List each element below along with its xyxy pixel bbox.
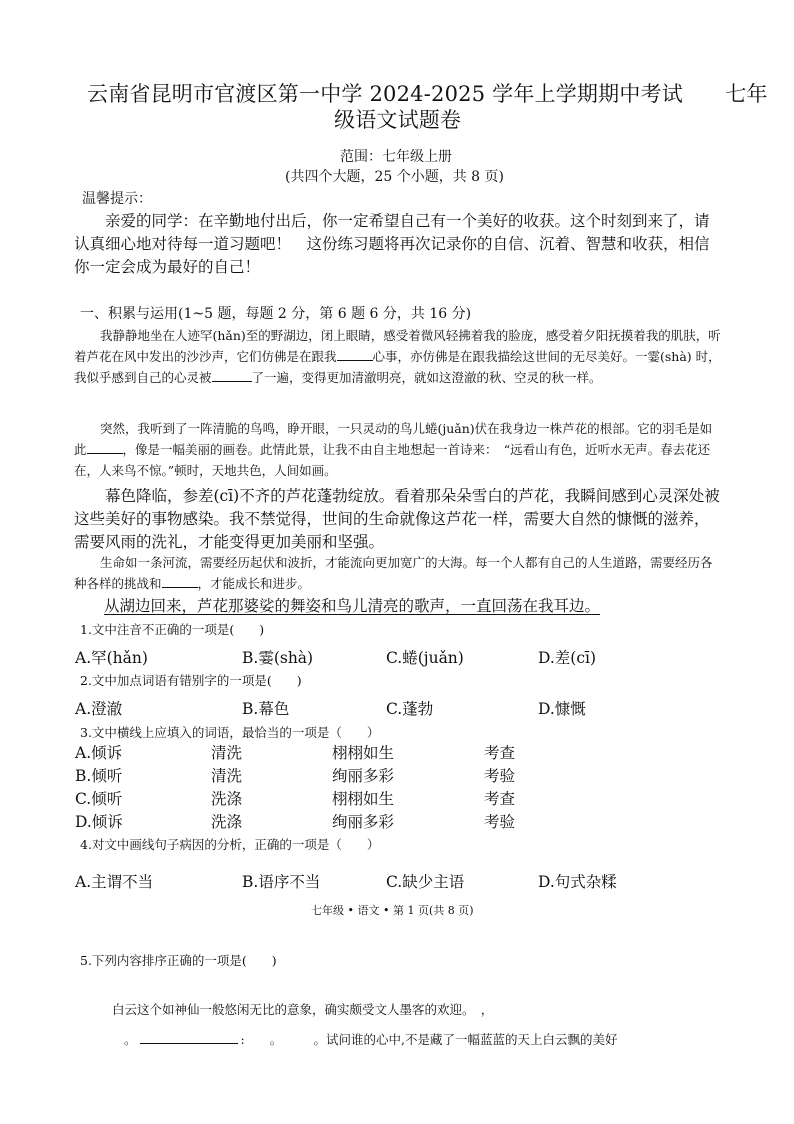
question-5-stem: 5.下列内容排序正确的一项是( ) [80,953,277,968]
q3-option-c-col3: 栩栩如生 [332,790,395,808]
q3-option-d-col2: 洗涤 [211,813,243,831]
q3-option-a-col2: 清洗 [211,744,243,762]
passage-text: 我静静地坐在人迹罕(hǎn)至的野湖边，闭上眼睛，感受着微风轻拂着我的脸庞，感受着夕阳抚摸着我的肌肤，听着芦花在风中发出的沙沙声，它们仿佛是在跟我 [74,328,721,364]
passage-text: 心事，亦仿佛是在跟我描绘这世间的无尽美好。一霎(shà) 时，我似乎感到自己的心灵被 [74,349,721,385]
page-footer: 七年级 • 语文 • 第 1 页(共 8 页) [311,904,474,917]
underlined-sentence: 从湖边回来，芦花那婆娑的舞姿和鸟儿清亮的歌声，一直回荡在我耳边。 [104,597,601,615]
exam-structure: (共四个大题，25 个小题，共 8 页) [285,169,504,185]
question-2-stem: 2.文中加点词语有错别字的一项是( ) [80,673,302,688]
fill-blank [337,347,373,361]
q1-option-c[interactable]: C.蜷(juǎn) [386,649,464,667]
q2-option-d[interactable]: D.慷慨 [538,700,586,718]
passage-paragraph-4 [74,552,724,594]
tips-text: 亲爱的同学：在辛勤地付出后，你一定希望自己有一个美好的收获。这个时刻到来了，请认真细心地对待每一道习题吧！ 这份练习题将再次记录你的自信、沉着、智慧和收获，相信你一定会成为最好的自己！ [74,212,710,276]
q3-option-b-col2: 清洗 [211,767,243,785]
q1-option-d[interactable]: D.差(cī) [538,649,597,667]
q1-option-a[interactable]: A.罕(hǎn) [75,649,148,667]
q3-option-b-col4: 考验 [484,767,516,785]
fill-blank [140,1030,238,1044]
q1-option-b[interactable]: B.霎(shà) [242,649,314,667]
q3-option-d-col1[interactable]: D.倾诉 [75,813,123,831]
tips-label: 温馨提示： [82,191,152,207]
q5-passage-line2 [124,1030,617,1048]
q3-option-a-col4: 考查 [484,744,516,762]
q5-passage-line1: 白云这个如神仙一般悠闲无比的意象，确实颇受文人墨客的欢迎。 ， [112,1002,494,1017]
question-4-stem: 4.对文中画线句子病因的分析，正确的一项是（ ） [80,837,380,852]
exam-title-line1: 云南省昆明市官渡区第一中学 2024-2025 学年上学期期中考试 七年 [87,82,768,106]
q3-option-b-col3: 绚丽多彩 [332,767,395,785]
section1-heading: 一、积累与运用(1~5 题，每题 2 分，第 6 题 6 分，共 16 分) [80,306,472,322]
passage-paragraph-3: 幕色降临，参差(cī)不齐的芦花蓬勃绽放。看着那朵朵雪白的芦花，我瞬间感到心灵深处被这些美好的事物感染。我不禁觉得，世间的生命就像这芦花一样，需要大自然的慷慨的滋养，需要风雨的洗礼，才能变得更加美丽和坚强。 [74,487,720,551]
q3-option-a-col3: 栩栩如生 [332,744,395,762]
q2-option-c[interactable]: C.蓬勃 [386,700,434,718]
q3-option-a-col1[interactable]: A.倾诉 [75,744,123,762]
question-1-stem: 1.文中注音不正确的一项是( ) [80,622,265,637]
question-3-stem: 3.文中横线上应填入的词语，最恰当的一项是（ ） [80,725,380,740]
fill-blank [87,440,123,454]
passage-text: 突然，我听到了一阵清脆的鸟鸣，睁开眼，一只灵动的鸟儿蜷(juǎn)伏在我身边一株芦花的根部。它的羽毛是如此 [74,421,713,457]
fill-blank [212,368,252,382]
q3-option-d-col4: 考验 [484,813,516,831]
q3-option-b-col1[interactable]: B.倾听 [75,767,123,785]
q4-option-b[interactable]: B.语序不当 [242,873,321,891]
q5-text: 。 [124,1032,137,1047]
q3-option-c-col4: 考查 [484,790,516,808]
q3-option-c-col1[interactable]: C.倾听 [75,790,123,808]
passage-text: 了一遍，变得更加清澈明亮，就如这澄澈的秋、空灵的秋一样。 [251,370,602,385]
q3-option-c-col2: 洗涤 [211,790,243,808]
passage-text: ，才能成长和进步。 [197,576,311,591]
q4-option-a[interactable]: A.主谓不当 [75,873,154,891]
fill-blank [162,574,198,588]
passage-paragraph-2 [74,418,724,481]
q3-option-d-col3: 绚丽多彩 [332,813,395,831]
exam-scope: 范围：七年级上册 [340,149,452,165]
q4-option-c[interactable]: C.缺少主语 [386,873,465,891]
passage-text: 生命如一条河流，需要经历起伏和波折，才能流向更加宽广的大海。每一个人都有自己的人生道路，需要经历各种各样的挑战和 [74,555,713,591]
q2-option-b[interactable]: B.幕色 [242,700,290,718]
q4-option-d[interactable]: D.句式杂糅 [538,873,617,891]
passage-text: ，像是一幅美丽的画卷。此情此景，让我不由自主地想起一首诗来： “远看山有色，近听水无声。春去花还在，人来鸟不惊。”顿时，天地共色，人间如画。 [74,442,711,478]
q5-text: : 。 。试问谁的心中,不是藏了一幅蓝蓝的天上白云飘的美好 [240,1032,618,1047]
passage-paragraph-1 [74,325,724,388]
q2-option-a[interactable]: A.澄澈 [75,700,123,718]
exam-title-line2: 级语文试题卷 [334,108,462,132]
